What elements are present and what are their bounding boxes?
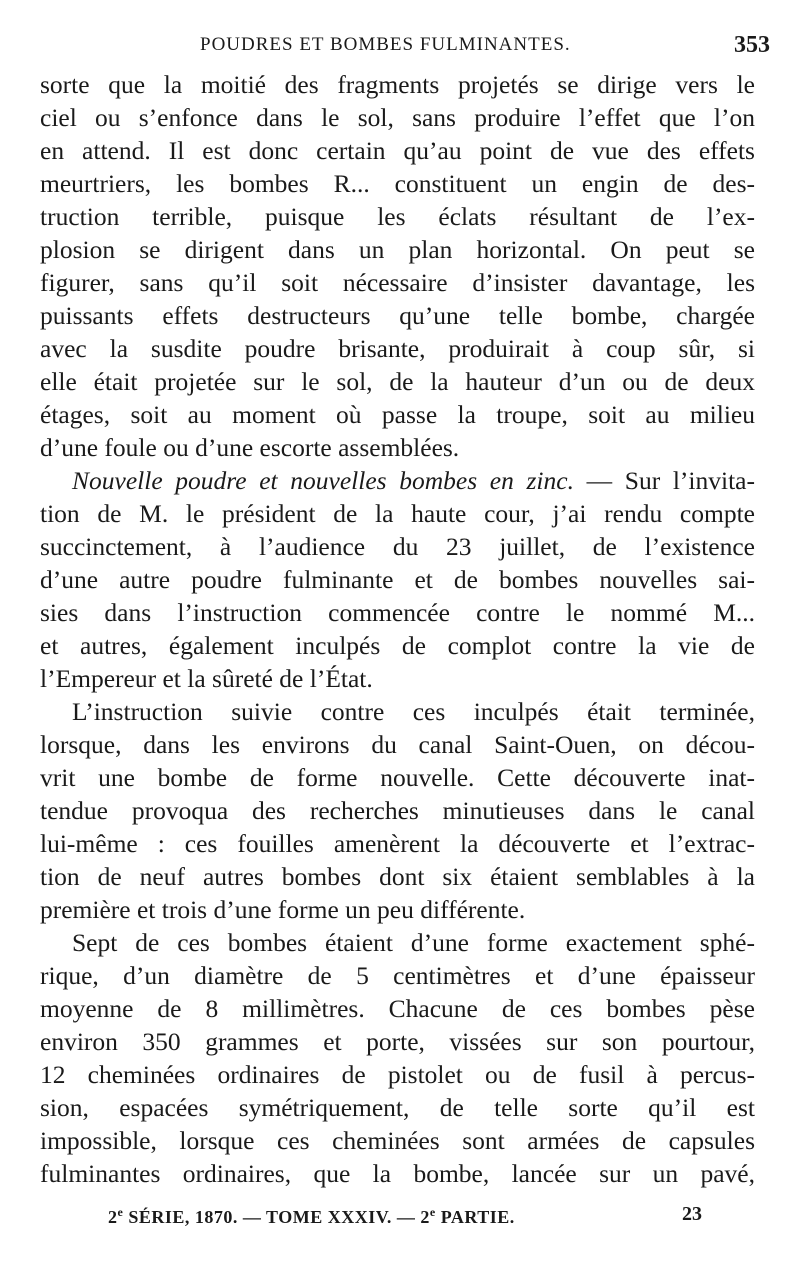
text-line: sion, espacées symétriquement, de telle sorte qu’il est [40,1093,755,1122]
text-line: en attend. Il est donc certain qu’au point de vue des effets [40,136,755,165]
text-line: l’Empereur et la sûreté de l’État. [40,664,373,693]
sheet-number: 23 [682,1203,702,1225]
text-line: vrit une bombe de forme nouvelle. Cette découverte inat- [40,763,755,792]
text-line: sies dans l’instruction commencée contre le nommé M... [40,598,755,627]
running-head: POUDRES ET BOMBES FULMINANTES. [200,34,571,55]
text-line: d’une autre poudre fulminante et de bombes nouvelles sai- [40,565,755,594]
paragraph [40,926,755,1190]
text-line: impossible, lorsque ces cheminées sont armées de capsules [40,1126,755,1155]
heading-continuation: — Sur l’invita- [573,466,755,495]
text-line: 12 cheminées ordinaires de pistolet ou de fusil à percus- [40,1060,755,1089]
series-number: 2 [108,1207,118,1227]
text-line: d’une foule ou d’une escorte assemblées. [40,433,460,462]
printer-signature [108,1205,515,1228]
text-line: tendue provoqua des recherches minutieuses dans le canal [40,796,755,825]
text-line: tion de neuf autres bombes dont six étaient semblables à la [40,862,755,891]
text-line: L’instruction suivie contre ces inculpés était terminée, [72,697,755,726]
text-line: plosion se dirigent dans un plan horizontal. On peut se [40,235,755,264]
series-text: SÉRIE, 1870. — TOME XXXIV. — [123,1207,421,1227]
text-line: Sept de ces bombes étaient d’une forme exactement sphé- [72,928,755,957]
paragraph [40,695,755,926]
text-line: lorsque, dans les environs du canal Saint-Ouen, on décou- [40,730,755,759]
text-line: fulminantes ordinaires, que la bombe, lancée sur un pavé, [40,1159,755,1188]
page-footer [108,1205,708,1235]
text-line: et autres, également inculpés de complot contre la vie de [40,631,755,660]
text-line: ciel ou s’enfonce dans le sol, sans produire l’effet que l’on [40,103,755,132]
text-line: moyenne de 8 millimètres. Chacune de ces bombes pèse [40,994,755,1023]
paragraph [40,464,755,695]
text-line: environ 350 grammes et porte, vissées sur son pourtour, [40,1027,755,1056]
text-line: tion de M. le président de la haute cour, j’ai rendu compte [40,499,755,528]
text-line: figurer, sans qu’il soit nécessaire d’insister davantage, les [40,268,755,297]
text-line: sorte que la moitié des fragments projetés se dirige vers le [40,70,755,99]
text-line: étages, soit au moment où passe la troupe, soit au milieu [40,400,755,429]
part-number: 2 [420,1207,430,1227]
page-header [40,34,770,64]
text-line: truction terrible, puisque les éclats résultant de l’ex- [40,202,755,231]
text-line: meurtriers, les bombes R... constituent un engin de des- [40,169,755,198]
part-superscript: e [429,1205,436,1219]
series-superscript: e [117,1205,124,1219]
section-heading: Nouvelle poudre et nouvelles bombes en zinc. [72,466,574,495]
body-text [40,68,755,1190]
text-line: succinctement, à l’audience du 23 juillet, de l’existence [40,532,755,561]
text-line: elle était projetée sur le sol, de la hauteur d’un ou de deux [40,367,755,396]
text-line: puissants effets destructeurs qu’une telle bombe, chargée [40,301,755,330]
text-line: lui-même : ces fouilles amenèrent la découverte et l’extrac- [40,829,755,858]
part-text: PARTIE. [435,1207,515,1227]
text-line: avec la susdite poudre brisante, produirait à coup sûr, si [40,334,755,363]
text-line: rique, d’un diamètre de 5 centimètres et d’une épaisseur [40,961,755,990]
page-number: 353 [734,32,770,58]
paragraph [40,68,755,464]
text-line [40,464,755,497]
text-line: première et trois d’une forme un peu différente. [40,895,526,924]
